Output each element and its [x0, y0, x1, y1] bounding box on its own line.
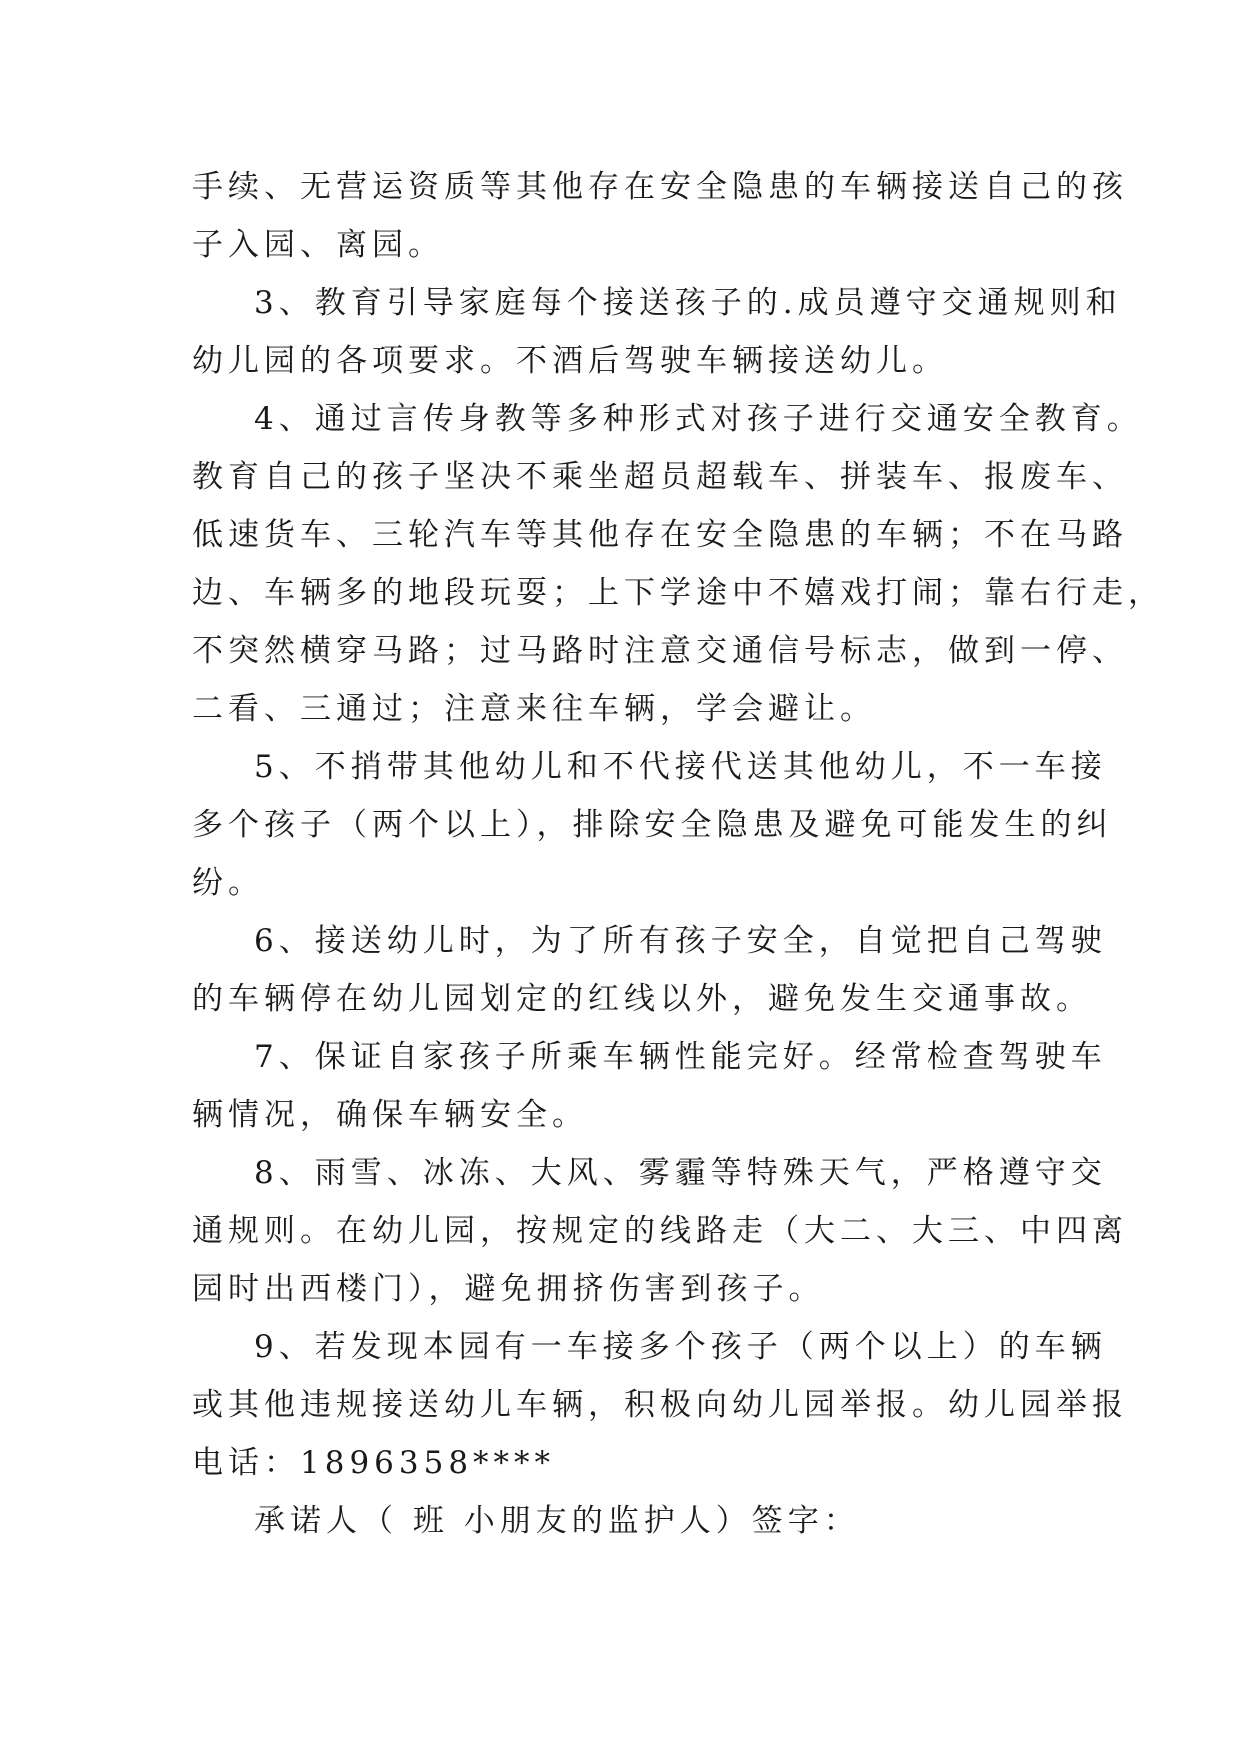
text-line: 或其他违规接送幼儿车辆，积极向幼儿园举报。幼儿园举报: [192, 1387, 1128, 1423]
text-line: 二看、三通过；注意来往车辆，学会避让。: [192, 691, 876, 727]
text-line: 边、车辆多的地段玩耍；上下学途中不嬉戏打闹；靠右行走，: [192, 575, 1164, 611]
text-line: 多个孩子（两个以上），排除安全隐患及避免可能发生的纠: [192, 807, 1113, 843]
text-line: 4、通过言传身教等多种形式对孩子进行交通安全教育。: [254, 401, 1143, 437]
text-line: 手续、无营运资质等其他存在安全隐患的车辆接送自己的孩: [192, 169, 1128, 205]
text-line: 的车辆停在幼儿园划定的红线以外，避免发生交通事故。: [192, 981, 1092, 1017]
phone-line: 电话：1896358****: [192, 1445, 556, 1481]
text-line: 幼儿园的各项要求。不酒后驾驶车辆接送幼儿。: [192, 343, 948, 379]
text-line: 通规则。在幼儿园，按规定的线路走（大二、大三、中四离: [192, 1213, 1128, 1249]
text-line: 教育自己的孩子坚决不乘坐超员超载车、拼装车、报废车、: [192, 459, 1128, 495]
text-line: 辆情况，确保车辆安全。: [192, 1097, 588, 1133]
text-line: 7、保证自家孩子所乘车辆性能完好。经常检查驾驶车: [254, 1039, 1107, 1075]
text-line: 纷。: [192, 865, 264, 901]
text-line: 不突然横穿马路；过马路时注意交通信号标志，做到一停、: [192, 633, 1128, 669]
text-line: 3、教育引导家庭每个接送孩子的.成员遵守交通规则和: [254, 285, 1122, 321]
text-line: 9、若发现本园有一车接多个孩子（两个以上）的车辆: [254, 1329, 1107, 1365]
document-body: [192, 158, 1164, 1550]
text-line: 低速货车、三轮汽车等其他存在安全隐患的车辆；不在马路: [192, 517, 1128, 553]
text-line: 8、雨雪、冰冻、大风、雾霾等特殊天气，严格遵守交: [254, 1155, 1107, 1191]
text-line: 子入园、离园。: [192, 227, 444, 263]
signature-line: 承诺人（ 班 小朋友的监护人）签字：: [254, 1503, 860, 1539]
text-line: 园时出西楼门），避免拥挤伤害到孩子。: [192, 1271, 825, 1307]
text-line: 6、接送幼儿时，为了所有孩子安全，自觉把自己驾驶: [254, 923, 1107, 959]
text-line: 5、不捎带其他幼儿和不代接代送其他幼儿，不一车接: [254, 749, 1107, 785]
